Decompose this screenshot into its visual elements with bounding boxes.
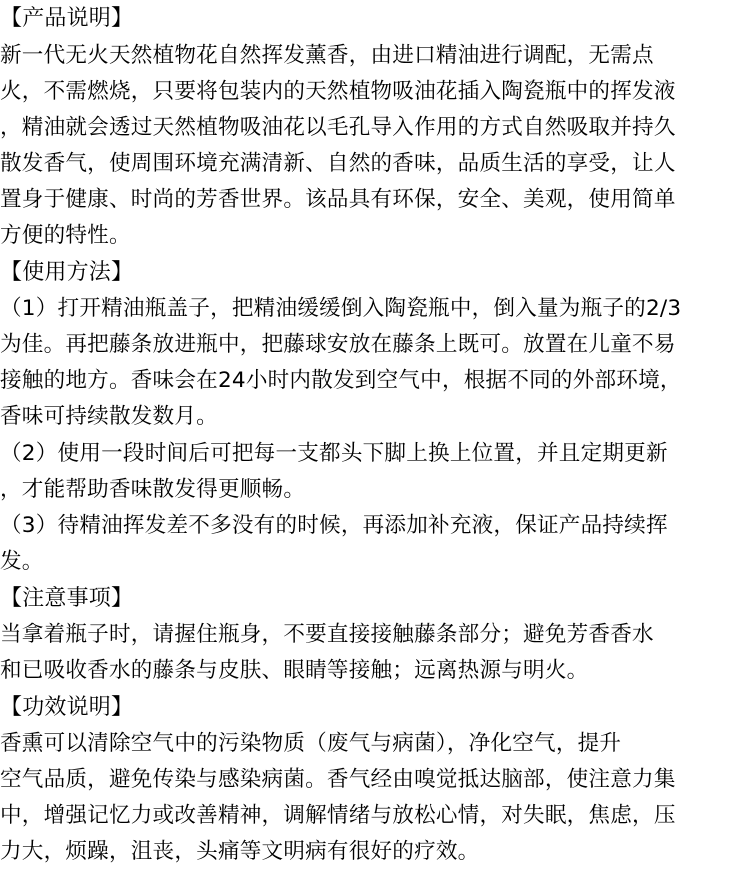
paragraph-line: （1）打开精油瓶盖子，把精油缓缓倒入陶瓷瓶中，倒入量为瓶子的2/3 xyxy=(0,296,682,321)
section-heading-effects: 【功效说明】 xyxy=(0,695,134,720)
section-heading-usage: 【使用方法】 xyxy=(0,260,134,285)
paragraph-line: 散发香气，使周围环境充满清新、自然的香味，品质生活的享受，让人 xyxy=(0,151,676,176)
paragraph-line: 当拿着瓶子时，请握住瓶身，不要直接接触藤条部分；避免芳香香水 xyxy=(0,622,654,647)
paragraph-line: 接触的地方。香味会在24小时内散发到空气中，根据不同的外部环境， xyxy=(0,368,682,393)
paragraph-line: 空气品质，避免传染与感染病菌。香气经由嗅觉抵达脑部，使注意力集 xyxy=(0,767,676,792)
paragraph-line: 新一代无火天然植物花自然挥发薰香，由进口精油进行调配，无需点 xyxy=(0,43,654,68)
paragraph-line: （2）使用一段时间后可把每一支都头下脚上换上位置，并且定期更新 xyxy=(0,441,668,466)
paragraph-line: ，精油就会透过天然植物吸油花以毛孔导入作用的方式自然吸取并持久 xyxy=(0,115,676,140)
paragraph-line: 发。 xyxy=(0,549,44,574)
paragraph-line: 火，不需燃烧，只要将包装内的天然植物吸油花插入陶瓷瓶中的挥发液 xyxy=(0,79,676,104)
paragraph-line: 和已吸收香水的藤条与皮肤、眼睛等接触；远离热源与明火。 xyxy=(0,658,589,683)
paragraph-line: 香熏可以清除空气中的污染物质（废气与病菌），净化空气，提升 xyxy=(0,731,622,756)
section-heading-product-description: 【产品说明】 xyxy=(0,6,134,31)
paragraph-line: ，才能帮助香味散发得更顺畅。 xyxy=(0,477,306,502)
paragraph-line: 力大，烦躁，沮丧，头痛等文明病有很好的疗效。 xyxy=(0,839,480,864)
section-heading-precautions: 【注意事项】 xyxy=(0,586,134,611)
paragraph-line: 为佳。再把藤条放进瓶中，把藤球安放在藤条上既可。放置在儿童不易 xyxy=(0,332,676,357)
paragraph-line: 方便的特性。 xyxy=(0,223,131,248)
paragraph-line: 中，增强记忆力或改善精神，调解情绪与放松心情，对失眠，焦虑，压 xyxy=(0,803,676,828)
paragraph-line: （3）待精油挥发差不多没有的时候，再添加补充液，保证产品持续挥 xyxy=(0,513,668,538)
paragraph-line: 香味可持续散发数月。 xyxy=(0,404,218,429)
paragraph-line: 置身于健康、时尚的芳香世界。该品具有环保，安全、美观，使用简单 xyxy=(0,187,676,212)
